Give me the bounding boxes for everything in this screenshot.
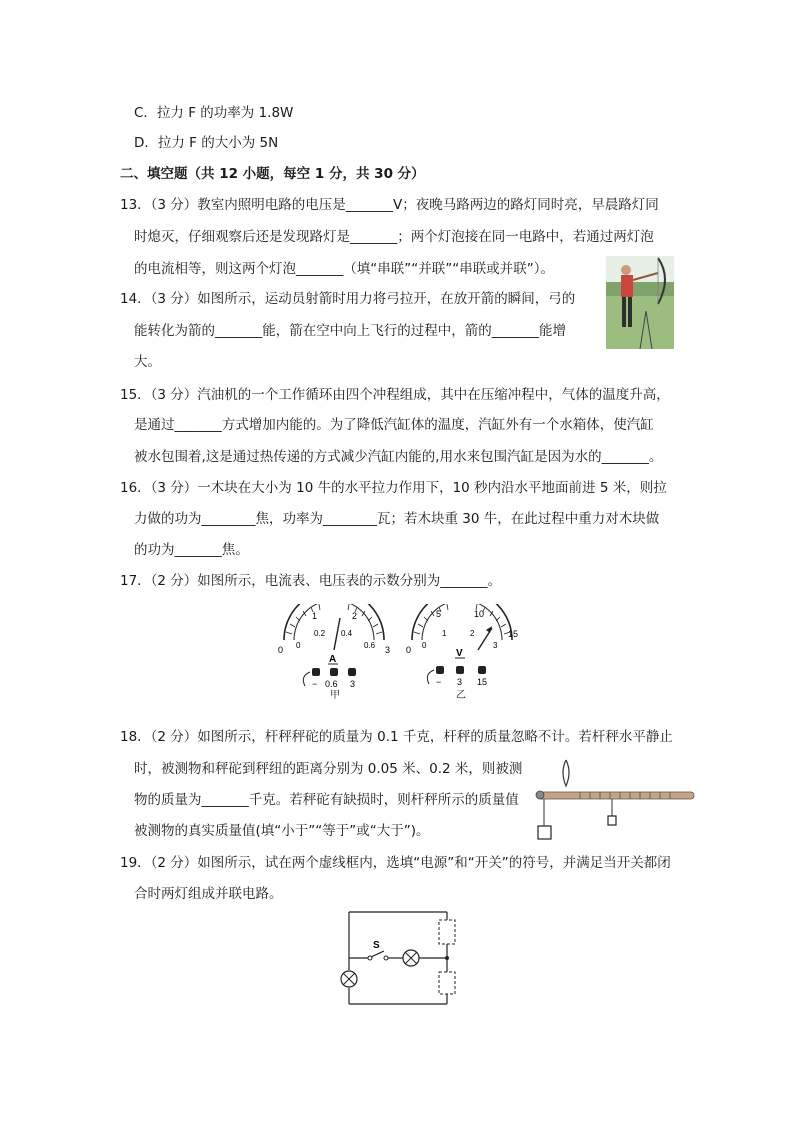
q14-line-3: 大。 xyxy=(134,354,161,370)
ammeter-terminal-3: 3 xyxy=(350,679,356,688)
ammeter-tick-1: 1 xyxy=(312,611,318,621)
ammeter xyxy=(278,604,390,688)
ammeter-tick-3: 3 xyxy=(385,645,391,655)
dashed-box-top[interactable] xyxy=(439,920,455,944)
lamp-left xyxy=(341,971,357,987)
q18-line-1: 18．（2 分）如图所示，杆秤秤砣的质量为 0.1 千克，杆秤的质量忽略不计。若杆秤水平静止 xyxy=(120,729,673,745)
q15-line-2: 是通过_______方式增加内能的。为了降低汽缸体的温度，汽缸外有一个水箱体，使汽缸 xyxy=(134,417,654,433)
q15-line-3: 被水包围着,这是通过热传递的方式减少汽缸内能的,用水来包围汽缸是因为水的_______。 xyxy=(134,449,663,465)
ammeter-tick-0: 0 xyxy=(278,645,284,655)
voltmeter-inner-1: 1 xyxy=(442,629,447,638)
switch-label: S xyxy=(373,940,380,951)
voltmeter-tick-10: 10 xyxy=(474,609,485,619)
section-title: 二、填空题（共 12 小题，每空 1 分，共 30 分） xyxy=(120,166,425,182)
voltmeter-inner-0: 0 xyxy=(422,641,427,650)
voltmeter-tick-0: 0 xyxy=(406,645,412,655)
q15-line-1: 15．（3 分）汽油机的一个工作循环由四个冲程组成，其中在压缩冲程中，气体的温度升高， xyxy=(120,387,670,403)
circuit-figure xyxy=(330,906,470,1010)
q16-line-1: 16．（3 分）一木块在大小为 10 牛的水平拉力作用下，10 秒内沿水平地面前进 5 米，则拉 xyxy=(120,480,667,496)
ammeter-symbol: A xyxy=(329,654,337,665)
ammeter-inner-3: 0.6 xyxy=(364,641,376,650)
voltmeter-caption: 乙 xyxy=(456,690,466,701)
q17-line-1: 17．（2 分）如图所示，电流表、电压表的示数分别为_______。 xyxy=(120,573,502,589)
ammeter-caption: 甲 xyxy=(330,690,340,701)
ammeter-inner-0: 0 xyxy=(296,641,301,650)
archer-photo xyxy=(606,256,674,349)
q18-line-2: 时，被测物和秤砣到秤纽的距离分别为 0.05 米、0.2 米，则被测 xyxy=(134,761,523,777)
q13-line-1: 13．（3 分）教室内照明电路的电压是_______V；夜晚马路两边的路灯同时亮，早晨路灯同 xyxy=(120,197,659,213)
option-d: D．拉力 F 的大小为 5N xyxy=(134,135,279,151)
voltmeter-inner-2: 2 xyxy=(470,629,475,638)
ammeter-terminal-neg: − xyxy=(312,679,318,688)
q16-line-3: 的功为_______焦。 xyxy=(134,542,249,558)
q18-line-4: 被测物的真实质量值(填“小于”“等于”或“大于”)。 xyxy=(134,823,430,839)
meters-figure xyxy=(272,604,527,688)
voltmeter-terminal-15: 15 xyxy=(477,677,488,687)
dashed-box-bottom[interactable] xyxy=(439,972,455,994)
q19-line-2: 合时两灯组成并联电路。 xyxy=(134,886,283,902)
ammeter-terminal-06: 0.6 xyxy=(325,679,338,688)
ammeter-inner-2: 0.4 xyxy=(341,629,353,638)
steelyard-figure xyxy=(530,758,700,844)
ammeter-inner-1: 0.2 xyxy=(314,629,326,638)
voltmeter-symbol: V xyxy=(456,648,463,659)
voltmeter-inner-3: 3 xyxy=(493,641,498,650)
q16-line-2: 力做的功为________焦，功率为________瓦；若木块重 30 牛，在此过程中重力对木块做 xyxy=(134,511,660,527)
option-c: C．拉力 F 的功率为 1.8W xyxy=(134,105,294,121)
q19-line-1: 19．（2 分）如图所示，试在两个虚线框内，选填“电源”和“开关”的符号，并满足当开关都闭 xyxy=(120,855,671,871)
q14-line-1: 14．（3 分）如图所示，运动员射箭时用力将弓拉开，在放开箭的瞬间，弓的 xyxy=(120,291,576,307)
q14-line-2: 能转化为箭的_______能，箭在空中向上飞行的过程中，箭的_______能增 xyxy=(134,323,566,339)
q13-line-3: 的电流相等，则这两个灯泡_______（填“串联”“并联”“串联或并联”）。 xyxy=(134,261,554,277)
lamp-middle xyxy=(403,950,419,966)
voltmeter xyxy=(406,604,518,687)
voltmeter-tick-15: 15 xyxy=(508,629,519,639)
voltmeter-terminal-3: 3 xyxy=(457,677,463,687)
q13-line-2: 时熄灭，仔细观察后还是发现路灯是_______；两个灯泡接在同一电路中，若通过两灯泡 xyxy=(134,229,654,245)
ammeter-tick-2: 2 xyxy=(352,611,358,621)
voltmeter-tick-5: 5 xyxy=(436,609,442,619)
q18-line-3: 物的质量为_______千克。若秤砣有缺损时，则杆秤所示的质量值 xyxy=(134,792,519,808)
voltmeter-terminal-neg: − xyxy=(436,677,442,687)
